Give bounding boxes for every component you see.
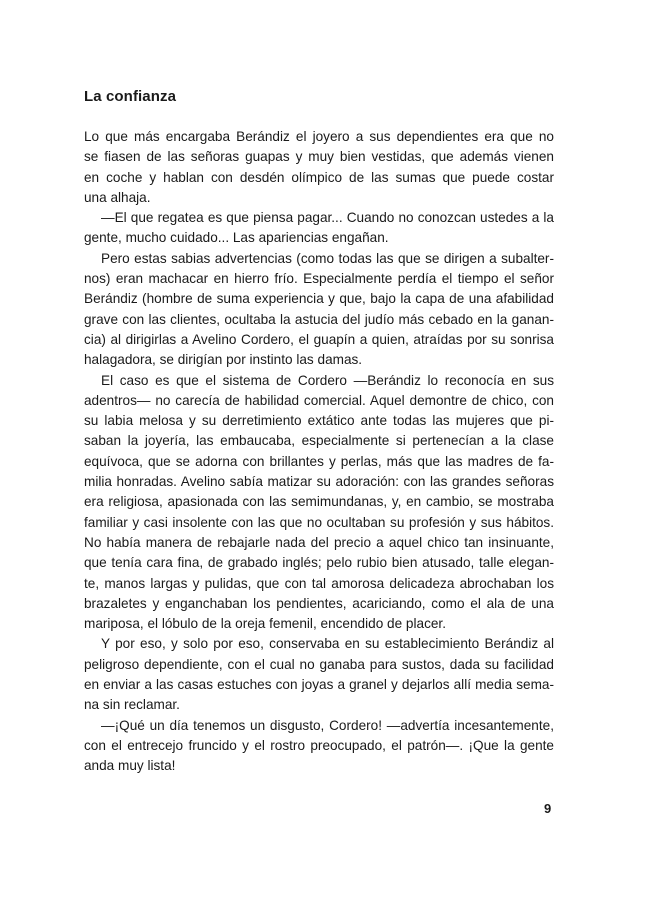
text-line: peligroso dependiente, con el cual no ganaba para sustos, dada su facilidad: [84, 656, 554, 672]
text-line: en enviar a las casas estuches con joyas a granel y dejarlos allí media sema-: [84, 677, 554, 693]
chapter-title: La confianza: [84, 88, 177, 105]
text-line: una alhaja.: [84, 189, 151, 205]
text-line: grave con las clientes, ocultaba la astucia del judío más cebado en la ganan-: [84, 311, 554, 327]
text-line: en coche y hablan con desdén olímpico de las sumas que puede costar: [84, 169, 554, 185]
text-line: con el entrecejo fruncido y el rostro preocupado, el patrón—. ¡Que la gente: [84, 737, 554, 753]
text-line: na sin reclamar.: [84, 697, 180, 713]
text-line: milia honradas. Avelino sabía matizar su adoración: con las grandes señoras: [84, 474, 554, 490]
text-line: nos) eran machacar en hierro frío. Especialmente perdía el tiempo el señor: [84, 271, 554, 287]
text-line: —El que regatea es que piensa pagar... Cuando no conozcan ustedes a la: [101, 210, 554, 226]
text-line: adentros— no carecía de habilidad comercial. Aquel demontre de chico, con: [84, 392, 554, 408]
text-line: Berándiz (hombre de suma experiencia y que, bajo la capa de una afabilidad: [84, 291, 554, 307]
text-line: familiar y casi insolente con las que no ocultaban su profesión y sus hábitos.: [84, 514, 554, 530]
text-line: halagadora, se dirigían por instinto las damas.: [84, 352, 363, 368]
text-line: cia) al dirigirlas a Avelino Cordero, el guapín a quien, atraídas por su sonrisa: [84, 331, 554, 347]
text-line: te, manos largas y pulidas, que con tal amorosa delicadeza abrochaban los: [84, 575, 554, 591]
text-line: El caso es que el sistema de Cordero —Berándiz lo reconocía en sus: [101, 372, 554, 388]
text-line: saban la joyería, las embaucaba, especialmente si pertenecían a la clase: [84, 433, 554, 449]
text-line: que tenía cara fina, de grabado inglés; pelo rubio bien atusado, talle elegan-: [84, 555, 554, 571]
text-line: Pero estas sabias advertencias (como todas las que se dirigen a subalter-: [101, 250, 554, 266]
text-line: Y por eso, y solo por eso, conservaba en su establecimiento Berándiz al: [101, 636, 554, 652]
text-line: mariposa, el lóbulo de la oreja femenil, encendido de placer.: [84, 616, 446, 632]
chapter-body: [84, 127, 554, 777]
text-line: era religiosa, apasionada con las semimundanas, y, en cambio, se mostraba: [84, 494, 554, 510]
text-line: gente, mucho cuidado... Las apariencias engañan.: [84, 230, 389, 246]
text-line: su labia melosa y su derretimiento extático ante todas las mujeres que pi-: [84, 413, 554, 429]
text-line: —¡Qué un día tenemos un disgusto, Cordero! —advertía incesantemente,: [101, 717, 554, 733]
text-line: Lo que más encargaba Berándiz el joyero a sus dependientes era que no: [84, 129, 554, 144]
text-line: brazaletes y enganchaban los pendientes, acariciando, como el ala de una: [84, 595, 554, 611]
text-line: equívoca, que se adorna con brillantes y perlas, más que las madres de fa-: [84, 453, 554, 469]
text-line: No había manera de rebajarle nada del precio a aquel chico tan insinuante,: [84, 534, 554, 550]
text-line: se fiasen de las señoras guapas y muy bien vestidas, que además vienen: [84, 149, 554, 165]
page-number: 9: [544, 801, 552, 816]
text-line: anda muy lista!: [84, 758, 176, 774]
